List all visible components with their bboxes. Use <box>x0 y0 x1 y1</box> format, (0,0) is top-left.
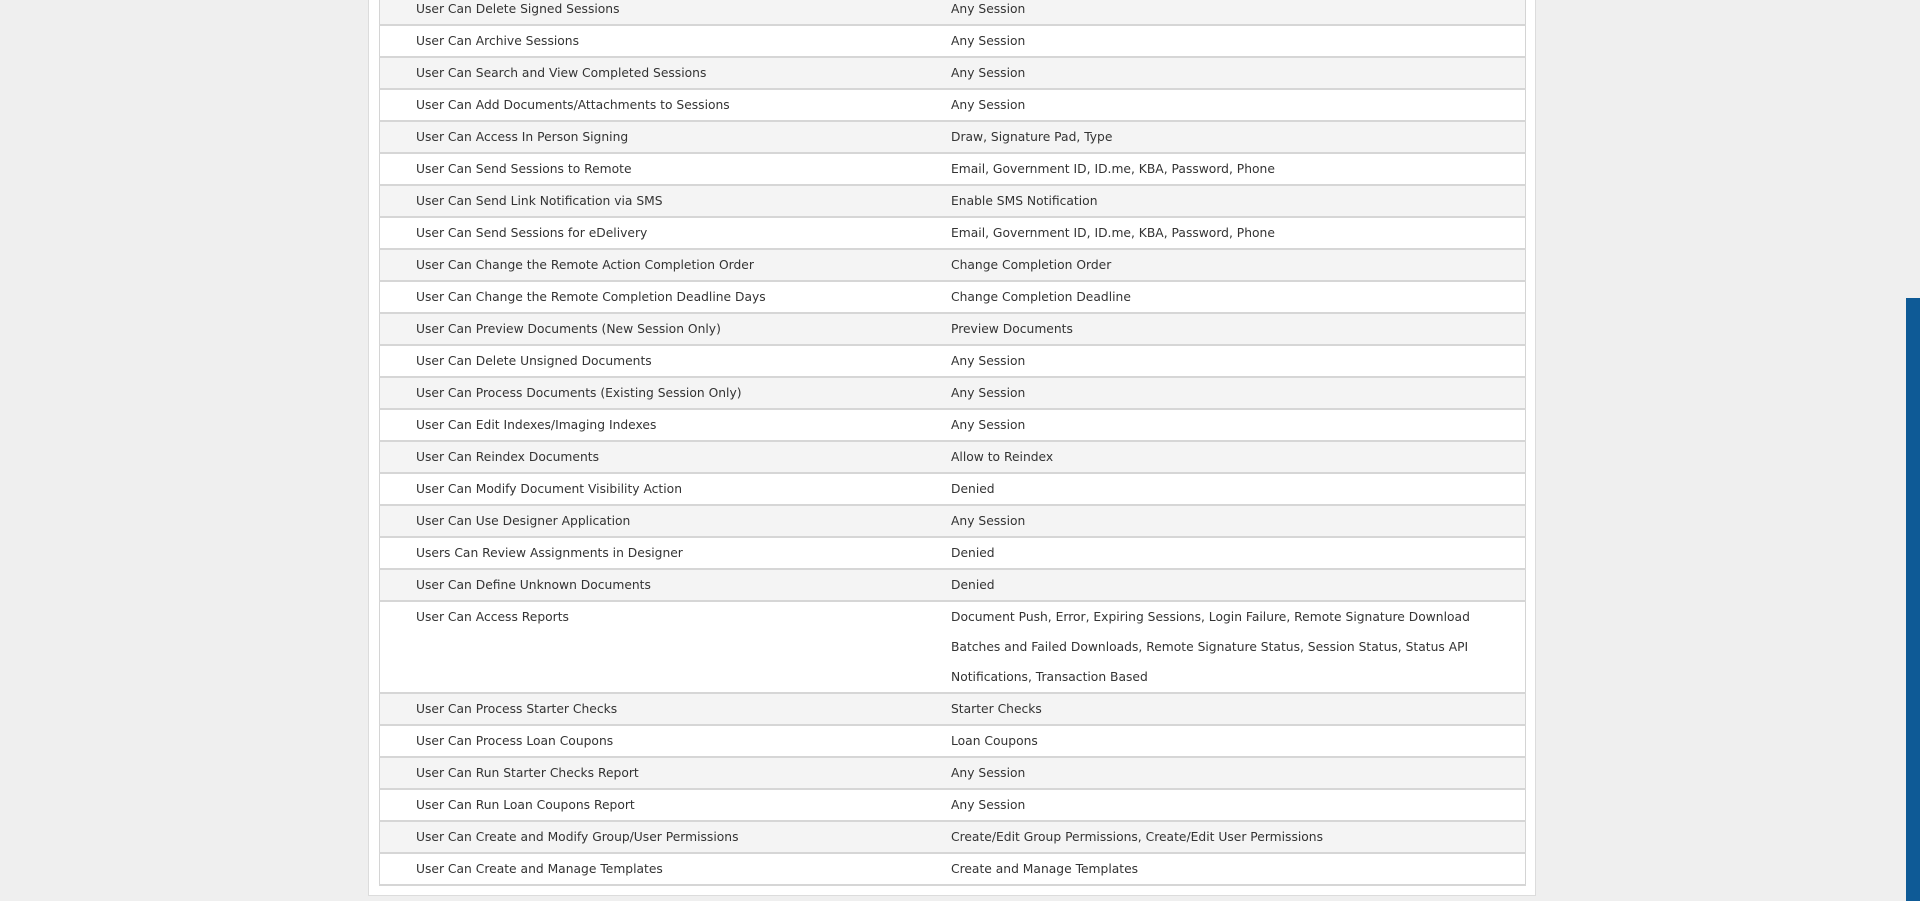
permission-value: Any Session <box>951 418 1026 432</box>
table-row <box>380 505 1526 537</box>
table-row <box>380 153 1526 185</box>
permission-name: User Can Process Loan Coupons <box>416 734 614 748</box>
permission-name: User Can Delete Unsigned Documents <box>416 354 652 368</box>
table-row <box>380 249 1526 281</box>
permission-name: User Can Delete Signed Sessions <box>416 2 620 16</box>
permission-value: Email, Government ID, ID.me, KBA, Password, Phone <box>951 226 1275 240</box>
permission-name: User Can Edit Indexes/Imaging Indexes <box>416 418 657 432</box>
permission-value: Any Session <box>951 766 1026 780</box>
permission-name: User Can Archive Sessions <box>416 34 580 48</box>
table-row <box>380 121 1526 153</box>
permission-name: User Can Send Link Notification via SMS <box>416 194 663 208</box>
table-row <box>380 0 1526 25</box>
table-row <box>380 57 1526 89</box>
table-row <box>380 537 1526 569</box>
table-row <box>380 757 1526 789</box>
scroll-accent-bar <box>1906 298 1920 901</box>
permission-value: Email, Government ID, ID.me, KBA, Password, Phone <box>951 162 1275 176</box>
permission-value: Change Completion Deadline <box>951 290 1131 304</box>
permission-value: Change Completion Order <box>951 258 1112 272</box>
permission-value: Create and Manage Templates <box>951 862 1139 876</box>
permission-value: Create/Edit Group Permissions, Create/Edit User Permissions <box>951 830 1324 844</box>
table-row <box>380 821 1526 853</box>
permission-name: User Can Create and Manage Templates <box>416 862 663 876</box>
table-row <box>380 313 1526 345</box>
permission-name: User Can Modify Document Visibility Action <box>416 482 682 496</box>
permission-name: User Can Reindex Documents <box>416 450 599 464</box>
table-row <box>380 217 1526 249</box>
permission-value: Any Session <box>951 34 1026 48</box>
permission-value: Loan Coupons <box>951 734 1038 748</box>
permission-name: User Can Add Documents/Attachments to Sessions <box>416 98 730 112</box>
table-row <box>380 441 1526 473</box>
table-row <box>380 853 1526 885</box>
table-row <box>380 473 1526 505</box>
permission-name: User Can Process Documents (Existing Session Only) <box>416 386 742 400</box>
permission-value: Any Session <box>951 354 1026 368</box>
table-row <box>380 725 1526 757</box>
permission-name: User Can Send Sessions to Remote <box>416 162 632 176</box>
permission-name: User Can Create and Modify Group/User Permissions <box>416 830 739 844</box>
permission-name: User Can Use Designer Application <box>416 514 631 528</box>
table-row <box>380 25 1526 57</box>
permissions-table <box>379 0 1526 886</box>
permission-name: User Can Process Starter Checks <box>416 702 618 716</box>
permission-value: Denied <box>951 578 995 592</box>
table-row <box>380 89 1526 121</box>
table-row <box>380 693 1526 725</box>
permission-value: Enable SMS Notification <box>951 194 1098 208</box>
permission-value: Any Session <box>951 98 1026 112</box>
permission-value: Denied <box>951 482 995 496</box>
table-row <box>380 345 1526 377</box>
table-row <box>380 409 1526 441</box>
permission-name: User Can Change the Remote Action Completion Order <box>416 258 754 272</box>
permission-value: Draw, Signature Pad, Type <box>951 130 1113 144</box>
table-row <box>380 281 1526 313</box>
table-row <box>380 185 1526 217</box>
permission-value: Any Session <box>951 66 1026 80</box>
permission-value: Any Session <box>951 2 1026 16</box>
permission-name: User Can Access Reports <box>416 610 569 624</box>
permission-value: Preview Documents <box>951 322 1073 336</box>
permission-value: Starter Checks <box>951 702 1042 716</box>
permission-name: User Can Preview Documents (New Session Only) <box>416 322 721 336</box>
permission-name: User Can Send Sessions for eDelivery <box>416 226 648 240</box>
permission-name: User Can Run Loan Coupons Report <box>416 798 635 812</box>
permission-name: User Can Change the Remote Completion Deadline Days <box>416 290 766 304</box>
permission-value: Any Session <box>951 798 1026 812</box>
permission-value: Any Session <box>951 514 1026 528</box>
table-row <box>380 601 1526 693</box>
table-row <box>380 377 1526 409</box>
permission-name: User Can Run Starter Checks Report <box>416 766 639 780</box>
permission-name: Users Can Review Assignments in Designer <box>416 546 683 560</box>
permission-name: User Can Search and View Completed Sessions <box>416 66 707 80</box>
permission-value: Any Session <box>951 386 1026 400</box>
permission-value: Allow to Reindex <box>951 450 1054 464</box>
permission-name: User Can Define Unknown Documents <box>416 578 651 592</box>
permission-value: Document Push, Error, Expiring Sessions, Login Failure, Remote Signature Download Batches and Failed Downloads, Remote Signature Status, Session Status, Status API Notifications, Transaction Based <box>951 610 1470 684</box>
permission-name: User Can Access In Person Signing <box>416 130 629 144</box>
table-row <box>380 569 1526 601</box>
permissions-panel <box>368 0 1536 896</box>
permission-value: Denied <box>951 546 995 560</box>
table-row <box>380 789 1526 821</box>
